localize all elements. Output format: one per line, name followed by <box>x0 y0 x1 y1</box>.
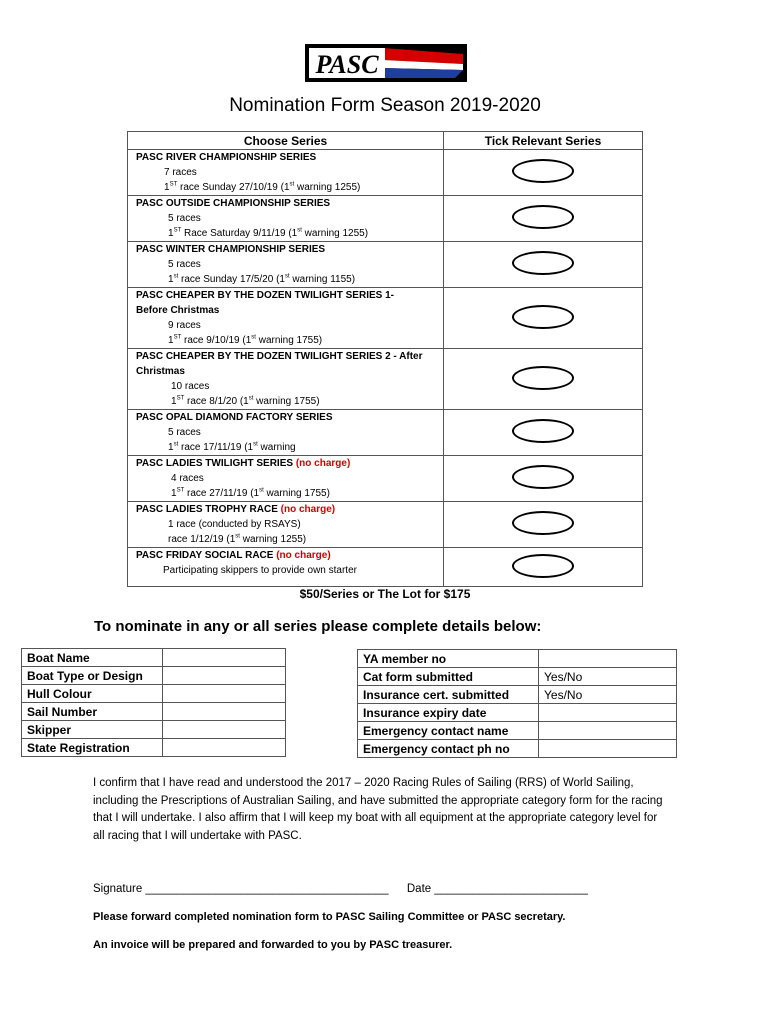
series-first-race: 1ST race 9/10/19 (1st warning 1755) <box>168 334 323 346</box>
series-name: PASC FRIDAY SOCIAL RACE (no charge) <box>136 550 331 561</box>
forward-instruction: Please forward completed nomination form to PASC Sailing Committee or PASC secretary. <box>93 911 566 923</box>
series-row <box>128 502 643 548</box>
series-name: PASC CHEAPER BY THE DOZEN TWILIGHT SERIES 1- <box>136 290 394 301</box>
series-name: PASC RIVER CHAMPIONSHIP SERIES <box>136 152 317 163</box>
emergency-phone-label: Emergency contact ph no <box>358 740 539 758</box>
series-table <box>127 131 643 587</box>
insurance-cert-label: Insurance cert. submitted <box>358 686 539 704</box>
ya-member-field[interactable] <box>539 650 677 668</box>
tick-oval-river[interactable] <box>512 159 574 183</box>
series-first-race: 1ST race 27/11/19 (1st warning 1755) <box>171 487 330 499</box>
boat-name-label: Boat Name <box>22 649 163 667</box>
header-tick-series: Tick Relevant Series <box>444 132 643 150</box>
emergency-phone-field[interactable] <box>539 740 677 758</box>
series-name: PASC LADIES TROPHY RACE (no charge) <box>136 504 336 515</box>
series-first-race: 1ST race 8/1/20 (1st warning 1755) <box>171 395 320 407</box>
signature-row <box>93 883 588 895</box>
state-registration-label: State Registration <box>22 739 163 757</box>
series-row <box>128 548 643 587</box>
series-row <box>128 456 643 502</box>
no-charge-label: (no charge) <box>295 458 351 469</box>
series-row <box>128 242 643 288</box>
header-choose-series: Choose Series <box>128 132 444 150</box>
no-charge-label: (no charge) <box>276 550 331 561</box>
insurance-expiry-field[interactable] <box>539 704 677 722</box>
tick-oval-twilight-2[interactable] <box>512 366 574 390</box>
invoice-note: An invoice will be prepared and forwarded to you by PASC treasurer. <box>93 939 453 951</box>
series-races: 9 races <box>168 320 201 331</box>
series-name: PASC OUTSIDE CHAMPIONSHIP SERIES <box>136 198 331 209</box>
series-name: PASC OPAL DIAMOND FACTORY SERIES <box>136 412 333 423</box>
logo-text: PASC <box>315 50 379 79</box>
emergency-name-label: Emergency contact name <box>358 722 539 740</box>
hull-colour-field[interactable] <box>163 685 286 703</box>
emergency-name-field[interactable] <box>539 722 677 740</box>
insurance-expiry-label: Insurance expiry date <box>358 704 539 722</box>
series-races: 10 races <box>171 381 210 392</box>
page-title: Nomination Form Season 2019-2020 <box>229 95 541 116</box>
series-row <box>128 288 643 349</box>
series-races: 7 races <box>164 167 197 178</box>
hull-colour-label: Hull Colour <box>22 685 163 703</box>
cat-form-label: Cat form submitted <box>358 668 539 686</box>
series-races: 1 race (conducted by RSAYS) <box>168 519 301 530</box>
boat-type-label: Boat Type or Design <box>22 667 163 685</box>
nominate-heading: To nominate in any or all series please complete details below: <box>94 618 542 635</box>
skipper-label: Skipper <box>22 721 163 739</box>
no-charge-label: (no charge) <box>280 504 336 515</box>
tick-oval-opal[interactable] <box>512 419 574 443</box>
ya-member-label: YA member no <box>358 650 539 668</box>
price-text: $50/Series or The Lot for $175 <box>299 587 471 601</box>
tick-oval-ladies-twilight[interactable] <box>512 465 574 489</box>
tick-oval-ladies-trophy[interactable] <box>512 511 574 535</box>
date-field[interactable]: Date ________________________ <box>406 883 588 895</box>
series-name: PASC LADIES TWILIGHT SERIES (no charge) <box>136 458 351 469</box>
insurance-cert-field[interactable]: Yes/No <box>539 686 677 704</box>
series-name-cont: Before Christmas <box>136 305 220 316</box>
series-row <box>128 196 643 242</box>
series-row <box>128 349 643 410</box>
tick-oval-friday-social[interactable] <box>512 554 574 578</box>
series-races: 5 races <box>168 259 201 270</box>
series-first-race: 1st race 17/11/19 (1st warning <box>168 441 296 453</box>
sail-number-field[interactable] <box>163 703 286 721</box>
tick-oval-winter[interactable] <box>512 251 574 275</box>
tick-oval-outside[interactable] <box>512 205 574 229</box>
cat-form-field[interactable]: Yes/No <box>539 668 677 686</box>
tick-oval-twilight-1[interactable] <box>512 305 574 329</box>
signature-field[interactable]: Signature ______________________________________ <box>93 883 389 895</box>
state-registration-field[interactable] <box>163 739 286 757</box>
sail-number-label: Sail Number <box>22 703 163 721</box>
boat-details-table <box>21 648 286 757</box>
series-first-race: 1st race Sunday 17/5/20 (1st warning 1155) <box>168 273 356 285</box>
boat-name-field[interactable] <box>163 649 286 667</box>
series-name: PASC WINTER CHAMPIONSHIP SERIES <box>136 244 326 255</box>
member-details-table <box>357 649 677 758</box>
skipper-field[interactable] <box>163 721 286 739</box>
pasc-logo <box>305 44 467 82</box>
series-note: Participating skippers to provide own starter <box>163 565 357 576</box>
confirm-paragraph: I confirm that I have read and understood the 2017 – 2020 Racing Rules of Sailing (RRS) of World Sailing, including the Prescriptions of Australian Sailing, and have submitted the appropriate category form for the racing that I will undertake. I also affirm that I will keep my boat with all equipment at the appropriate category level for all racing that I will undertake with PASC. <box>93 777 663 842</box>
boat-type-field[interactable] <box>163 667 286 685</box>
series-name-cont: Christmas <box>136 366 185 377</box>
series-row <box>128 150 643 196</box>
series-races: 5 races <box>168 213 201 224</box>
series-first-race: race 1/12/19 (1st warning 1255) <box>168 533 307 545</box>
series-races: 4 races <box>171 473 204 484</box>
series-first-race: 1ST Race Saturday 9/11/19 (1st warning 1255) <box>168 227 369 239</box>
series-races: 5 races <box>168 427 201 438</box>
series-first-race: 1ST race Sunday 27/10/19 (1st warning 1255) <box>164 181 361 193</box>
series-row <box>128 410 643 456</box>
series-name: PASC CHEAPER BY THE DOZEN TWILIGHT SERIES 2 - After <box>136 351 423 362</box>
